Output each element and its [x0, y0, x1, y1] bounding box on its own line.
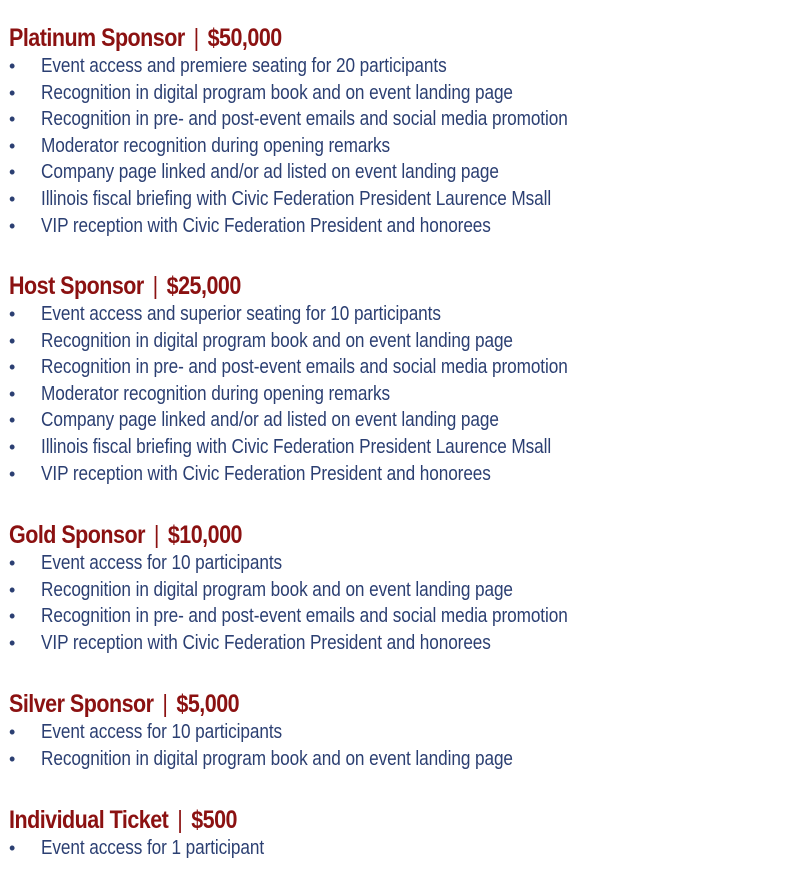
benefit-item [9, 186, 789, 213]
benefit-text: Event access for 1 participant [41, 837, 265, 859]
bullet-icon: • [9, 215, 16, 236]
bullet-icon: • [9, 304, 16, 324]
tier-name: Host Sponsor [9, 272, 144, 300]
tier-price: $50,000 [207, 24, 282, 52]
benefit-item [9, 407, 789, 434]
benefit-text: Recognition in pre- and post-event emails and social media promotion [41, 108, 568, 131]
bullet-icon: • [9, 109, 16, 130]
bullet-icon: • [9, 838, 16, 858]
benefit-text: Recognition in pre- and post-event emails and social media promotion [41, 356, 568, 379]
bullet-icon: • [9, 410, 16, 431]
bullet-icon: • [9, 606, 16, 627]
bullet-icon: • [9, 722, 16, 742]
bullet-icon: • [9, 188, 16, 209]
benefit-text: Recognition in digital program book and on event landing page [41, 747, 513, 770]
benefit-text: VIP reception with Civic Federation President and honorees [41, 214, 491, 237]
tier-gold [9, 520, 789, 656]
benefit-text: Event access and superior seating for 10 participants [41, 303, 441, 325]
tier-individual [9, 805, 789, 862]
tier-heading [9, 271, 680, 301]
benefit-item [9, 159, 789, 186]
separator: | [152, 272, 158, 300]
tier-price: $5,000 [176, 690, 240, 718]
benefit-text: Moderator recognition during opening remarks [41, 134, 391, 157]
bullet-icon: • [9, 162, 16, 183]
bullet-icon: • [9, 632, 16, 653]
bullet-icon: • [9, 463, 16, 484]
tier-name: Platinum Sponsor [9, 24, 185, 52]
tier-price: $500 [191, 806, 237, 834]
benefit-text: Event access for 10 participants [41, 552, 283, 574]
bullet-icon: • [9, 56, 16, 76]
bullet-icon: • [9, 553, 16, 573]
tier-host [9, 271, 789, 487]
tier-platinum [9, 23, 789, 239]
benefit-item [9, 354, 789, 381]
benefit-text: Recognition in digital program book and on event landing page [41, 329, 513, 352]
bullet-icon: • [9, 436, 16, 457]
benefit-text: Event access and premiere seating for 20 participants [41, 55, 447, 77]
separator: | [177, 806, 183, 834]
tier-heading [9, 520, 680, 550]
separator: | [162, 690, 168, 718]
benefit-list [9, 53, 789, 239]
tier-price: $25,000 [166, 272, 241, 300]
benefit-item [9, 213, 789, 240]
benefit-text: Moderator recognition during opening remarks [41, 382, 391, 405]
benefit-item [9, 133, 789, 160]
benefit-text: VIP reception with Civic Federation President and honorees [41, 462, 491, 485]
bullet-icon: • [9, 135, 16, 156]
benefit-item [9, 328, 789, 355]
tier-silver [9, 689, 789, 772]
benefit-text: Illinois fiscal briefing with Civic Federation President Laurence Msall [41, 435, 552, 458]
benefit-item [9, 53, 789, 80]
bullet-icon: • [9, 330, 16, 351]
benefit-item [9, 630, 789, 657]
benefit-item [9, 381, 789, 408]
benefit-item [9, 80, 789, 107]
benefit-item [9, 577, 789, 604]
benefit-item [9, 550, 789, 577]
tier-heading [9, 689, 680, 719]
benefit-text: Company page linked and/or ad listed on event landing page [41, 409, 499, 432]
benefit-text: Recognition in digital program book and on event landing page [41, 578, 513, 601]
benefit-text: Recognition in digital program book and on event landing page [41, 81, 513, 104]
benefit-list [9, 719, 789, 772]
tier-heading [9, 23, 680, 53]
tier-name: Silver Sponsor [9, 690, 154, 718]
benefit-item [9, 835, 789, 862]
benefit-list [9, 835, 789, 862]
separator: | [193, 24, 199, 52]
separator: | [153, 521, 159, 549]
benefit-text: Event access for 10 participants [41, 721, 283, 743]
benefit-item [9, 461, 789, 488]
benefit-item [9, 434, 789, 461]
benefit-item [9, 746, 789, 773]
benefit-list [9, 301, 789, 487]
tier-heading [9, 805, 680, 835]
tier-name: Gold Sponsor [9, 521, 145, 549]
benefit-item [9, 603, 789, 630]
tier-name: Individual Ticket [9, 806, 169, 834]
bullet-icon: • [9, 748, 16, 769]
benefit-item [9, 106, 789, 133]
tier-price: $10,000 [167, 521, 242, 549]
bullet-icon: • [9, 357, 16, 378]
bullet-icon: • [9, 82, 16, 103]
benefit-text: VIP reception with Civic Federation President and honorees [41, 631, 491, 654]
bullet-icon: • [9, 383, 16, 404]
benefit-text: Recognition in pre- and post-event emails and social media promotion [41, 605, 568, 628]
bullet-icon: • [9, 579, 16, 600]
benefit-item [9, 301, 789, 328]
benefit-list [9, 550, 789, 656]
benefit-text: Company page linked and/or ad listed on event landing page [41, 161, 499, 184]
benefit-text: Illinois fiscal briefing with Civic Federation President Laurence Msall [41, 187, 552, 210]
benefit-item [9, 719, 789, 746]
